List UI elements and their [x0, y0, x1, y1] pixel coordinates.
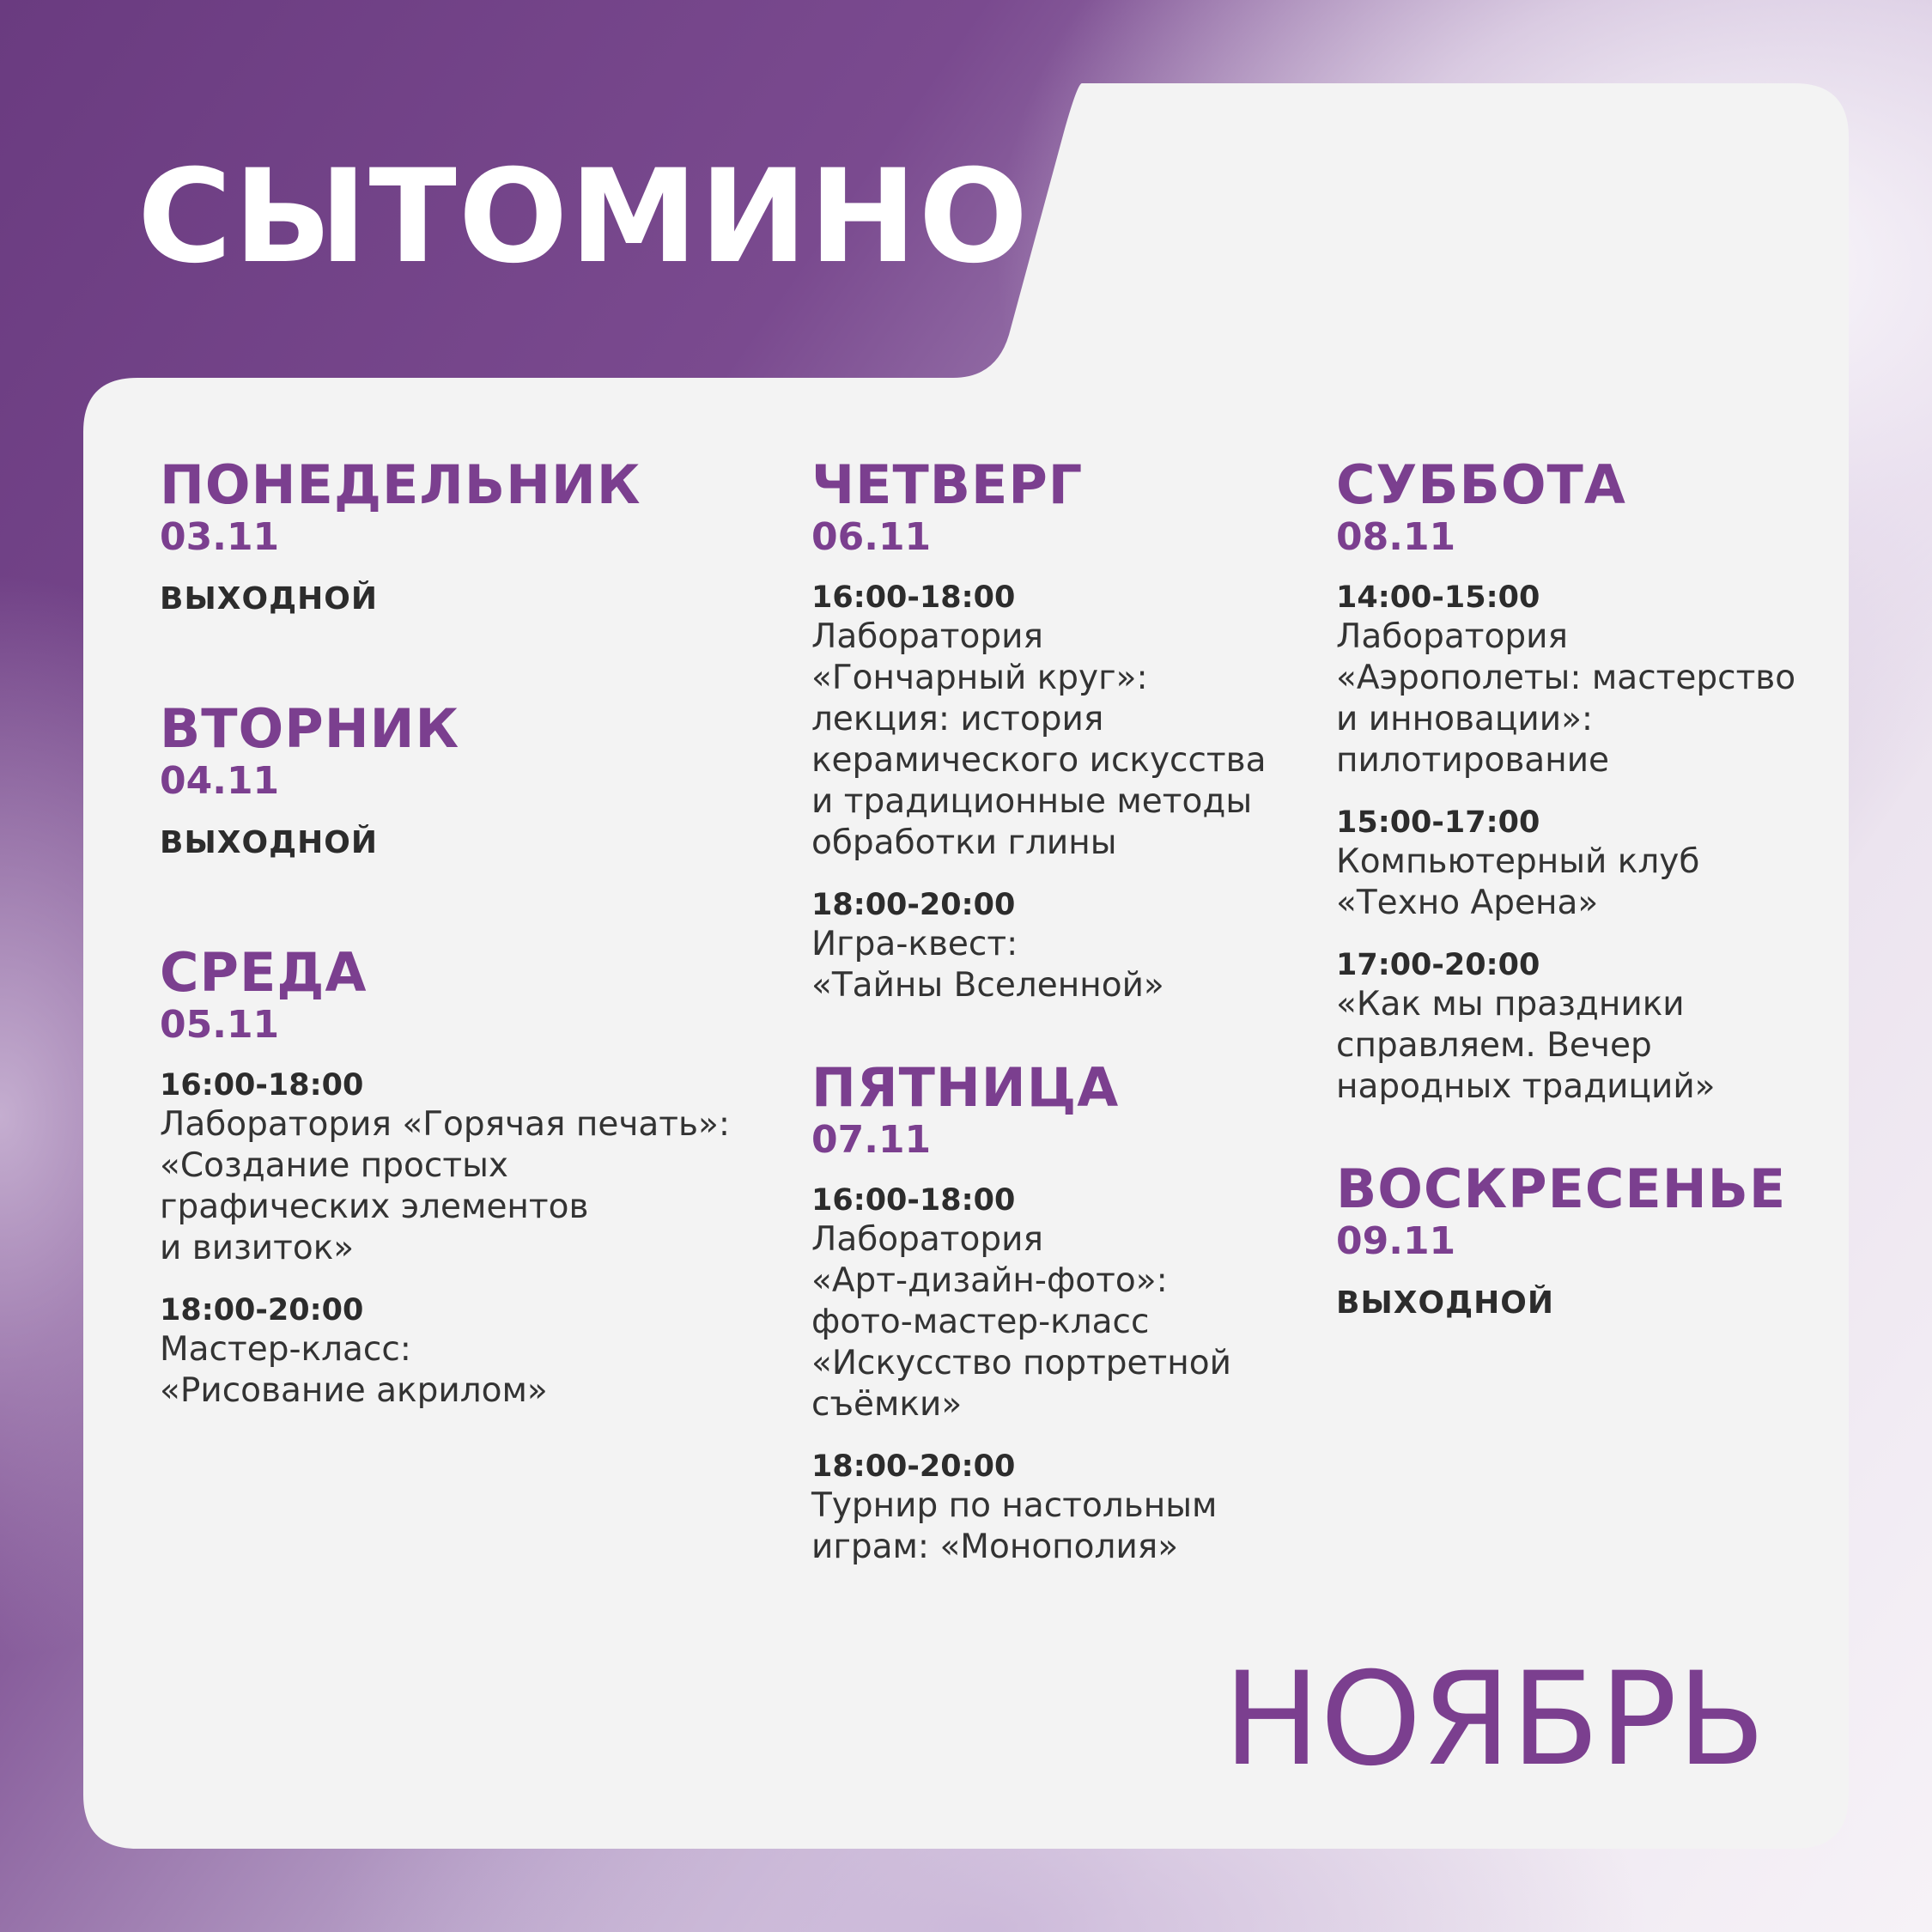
event-item [160, 1066, 778, 1269]
event-description: Мастер-класс: «Рисование акрилом» [160, 1330, 548, 1410]
event-list [811, 1182, 1327, 1568]
event-description: Лаборатория «Горячая печать»: «Создание простых графических элементов и визиток» [160, 1105, 730, 1267]
day-name: СРЕДА [160, 941, 368, 1004]
day-off-label: ВЫХОДНОЙ [160, 825, 379, 860]
event-item [1336, 579, 1851, 781]
event-description: Лаборатория «Гончарный круг»: лекция: история керамического искусства и традиционные методы обработки глины [811, 617, 1267, 862]
day-name: СУББОТА [1336, 453, 1626, 516]
event-description: Лаборатория «Аэрополеты: мастерство и инновации»: пилотирование [1336, 617, 1796, 780]
day-name: ПОНЕДЕЛЬНИК [160, 453, 641, 516]
event-item [811, 1448, 1327, 1568]
day-off-label: ВЫХОДНОЙ [1336, 1285, 1555, 1321]
day-date: 05.11 [160, 1003, 280, 1047]
schedule-column-3 [1336, 455, 1851, 1403]
day-date: 07.11 [811, 1118, 932, 1162]
event-time: 16:00-18:00 [811, 580, 1016, 615]
event-time: 15:00-17:00 [1336, 805, 1540, 840]
event-list [1336, 579, 1851, 1108]
day-name: ВТОРНИК [160, 697, 460, 760]
event-list [811, 579, 1327, 1006]
event-description: Игра-квест: «Тайны Вселенной» [811, 925, 1164, 1005]
event-time: 18:00-20:00 [811, 888, 1016, 922]
day-date: 08.11 [1336, 515, 1456, 559]
event-item [160, 1291, 778, 1412]
event-item [1336, 946, 1851, 1108]
schedule-column-1 [160, 455, 778, 1492]
day-date: 09.11 [1336, 1219, 1456, 1263]
day-friday [811, 1058, 1327, 1568]
day-saturday [1336, 455, 1851, 1108]
day-off-label: ВЫХОДНОЙ [160, 581, 379, 617]
month-label: НОЯБРЬ [1223, 1645, 1765, 1795]
event-time: 17:00-20:00 [1336, 948, 1540, 982]
event-description: Лаборатория «Арт-дизайн-фото»: фото-мастер-класс «Искусство портретной съёмки» [811, 1220, 1231, 1424]
event-time: 18:00-20:00 [811, 1449, 1016, 1484]
day-name: ЧЕТВЕРГ [811, 453, 1084, 516]
day-tuesday [160, 699, 778, 862]
event-description: Турнир по настольным играм: «Монополия» [811, 1486, 1218, 1566]
day-date: 03.11 [160, 515, 280, 559]
event-time: 14:00-15:00 [1336, 580, 1540, 615]
event-description: «Как мы праздники справляем. Вечер народных традиций» [1336, 985, 1716, 1106]
day-sunday [1336, 1159, 1851, 1322]
day-thursday [811, 455, 1327, 1006]
event-item [1336, 804, 1851, 924]
event-time: 16:00-18:00 [811, 1183, 1016, 1218]
event-time: 16:00-18:00 [160, 1068, 364, 1103]
event-item [811, 886, 1327, 1006]
schedule-column-2 [811, 455, 1327, 1649]
day-monday [160, 455, 778, 618]
day-date: 04.11 [160, 759, 280, 803]
event-item [811, 1182, 1327, 1425]
day-name: ПЯТНИЦА [811, 1056, 1120, 1119]
day-name: ВОСКРЕСЕНЬЕ [1336, 1157, 1787, 1220]
event-item [811, 579, 1327, 864]
day-date: 06.11 [811, 515, 932, 559]
event-description: Компьютерный клуб «Техно Арена» [1336, 842, 1700, 922]
event-time: 18:00-20:00 [160, 1293, 364, 1327]
event-list [160, 1066, 778, 1412]
day-wednesday [160, 943, 778, 1412]
page-title: СЫТОМИНО [137, 143, 1030, 292]
